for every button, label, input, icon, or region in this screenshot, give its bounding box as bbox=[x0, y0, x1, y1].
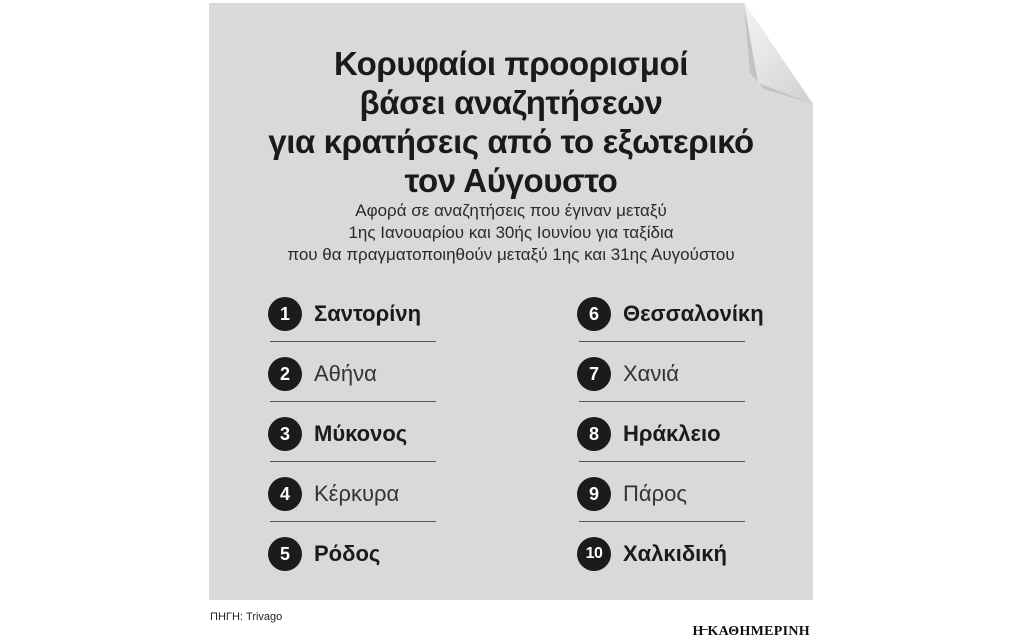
destination-item bbox=[575, 408, 745, 468]
destination-name: Αθήνα bbox=[314, 361, 377, 386]
rank-badge: 2 bbox=[268, 357, 302, 391]
destination-item bbox=[266, 288, 436, 348]
subtitle-line-3: που θα πραγματοποιηθούν μεταξύ 1ης και 31ης Αυγούστου bbox=[287, 245, 735, 264]
rank-badge: 9 bbox=[577, 477, 611, 511]
rank-badge: 3 bbox=[268, 417, 302, 451]
rank-badge: 5 bbox=[268, 537, 302, 571]
divider bbox=[579, 521, 745, 522]
divider bbox=[270, 401, 436, 402]
divider bbox=[579, 401, 745, 402]
title-line-1: Κορυφαίοι προορισμοί bbox=[333, 45, 689, 82]
subtitle-line-1: Αφορά σε αναζητήσεις που έγιναν μεταξύ bbox=[355, 201, 667, 220]
destination-item bbox=[575, 468, 745, 528]
destination-name: Χανιά bbox=[623, 361, 679, 386]
title-line-2: βάσει αναζητήσεων bbox=[359, 84, 663, 121]
destinations-right-column bbox=[575, 288, 764, 588]
divider bbox=[270, 461, 436, 462]
rank-badge: 6 bbox=[577, 297, 611, 331]
destination-item bbox=[575, 288, 764, 348]
divider bbox=[579, 461, 745, 462]
rank-badge: 1 bbox=[268, 297, 302, 331]
destination-name: Κέρκυρα bbox=[314, 481, 400, 506]
destination-name: Πάρος bbox=[623, 481, 687, 506]
rank-badge: 4 bbox=[268, 477, 302, 511]
infographic-subtitle bbox=[209, 200, 813, 266]
destinations-left-column bbox=[266, 288, 436, 588]
destination-name: Σαντορίνη bbox=[314, 301, 422, 326]
divider bbox=[579, 341, 745, 342]
destination-name: Ρόδος bbox=[314, 541, 381, 566]
title-line-4: τον Αύγουστο bbox=[404, 162, 618, 199]
destination-item bbox=[575, 348, 745, 408]
destination-item bbox=[575, 528, 745, 588]
divider bbox=[270, 521, 436, 522]
rank-badge: 10 bbox=[577, 537, 611, 571]
title-line-3: για κρατήσεις από το εξωτερικό bbox=[268, 123, 754, 160]
rank-badge: 8 bbox=[577, 417, 611, 451]
subtitle-line-2: 1ης Ιανουαρίου και 30ής Ιουνίου για ταξίδια bbox=[348, 223, 674, 242]
destination-name: Ηράκλειο bbox=[623, 421, 721, 446]
infographic-title bbox=[209, 44, 813, 200]
destination-name: Μύκονος bbox=[314, 421, 408, 446]
source-credit: ΠΗΓΗ: Trivago bbox=[210, 611, 283, 623]
destination-item bbox=[266, 408, 436, 468]
destination-name: Θεσσαλονίκη bbox=[623, 301, 764, 326]
destination-name: Χαλκιδική bbox=[623, 541, 727, 566]
rank-badge: 7 bbox=[577, 357, 611, 391]
divider bbox=[270, 341, 436, 342]
destination-item bbox=[266, 468, 436, 528]
brand-logo-text: Η ΚΑΘΗΜΕΡΙΝΗ bbox=[692, 624, 810, 639]
destination-item bbox=[266, 528, 436, 588]
destination-item bbox=[266, 348, 436, 408]
